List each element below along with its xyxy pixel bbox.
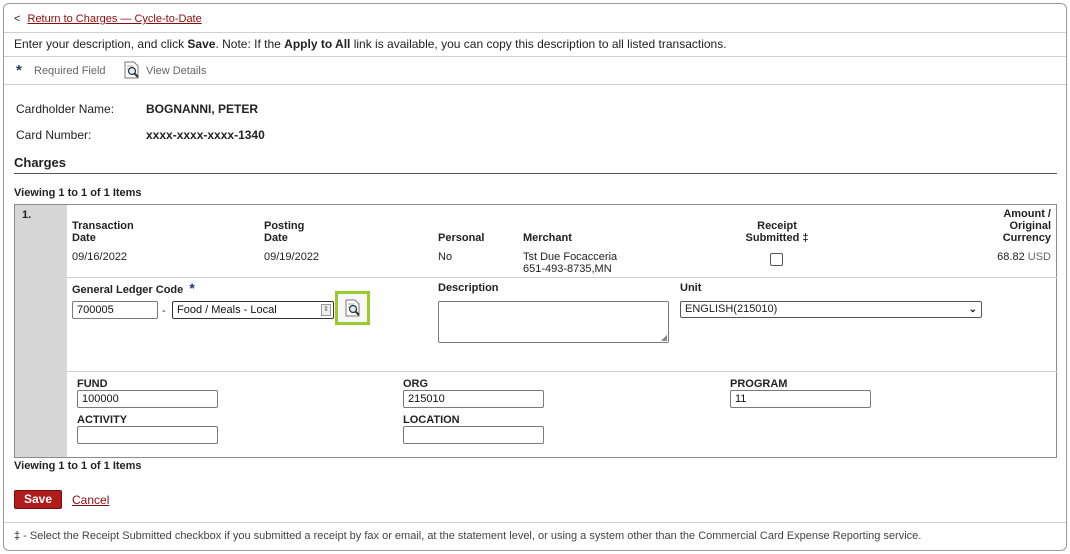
- magnifier-document-icon: [344, 299, 362, 320]
- resize-handle-icon: ◢: [660, 333, 667, 342]
- breadcrumb: [14, 13, 202, 25]
- transaction-date-value: 09/16/2022: [72, 251, 128, 263]
- cancel-link[interactable]: Cancel: [72, 493, 110, 507]
- fund-input[interactable]: 100000: [77, 390, 218, 408]
- divider: [4, 32, 1066, 33]
- divider: [4, 84, 1066, 85]
- personal-value: No: [438, 251, 453, 263]
- instructions-text: Enter your description, and click Save. Note: If the Apply to All link is available, you can copy this description to all listed transactions.: [14, 37, 727, 51]
- header-merchant: Merchant: [523, 232, 572, 244]
- footnote: ‡ - Select the Receipt Submitted checkbox if you submitted a receipt by fax or email, at the statement level, or using a system other than the Commercial Card Expense Reporting service.: [14, 530, 922, 542]
- location-input[interactable]: [403, 426, 544, 444]
- org-label: ORG: [403, 378, 429, 390]
- card-number-value: xxxx-xxxx-xxxx-1340: [146, 128, 265, 142]
- divider: [67, 277, 1057, 278]
- view-details-label: View Details: [146, 65, 207, 77]
- chevron-down-icon: ⌄: [968, 304, 977, 315]
- header-amount: Amount / Original Currency: [1002, 208, 1051, 244]
- header-personal: Personal: [438, 232, 485, 244]
- merchant-value: Tst Due Focacceria 651-493-8735,MN: [523, 251, 618, 275]
- row-number: 1.: [22, 209, 32, 221]
- charges-table: [14, 204, 1057, 458]
- activity-label: ACTIVITY: [77, 414, 128, 426]
- org-input[interactable]: 215010: [403, 390, 544, 408]
- gl-lookup-button[interactable]: [335, 291, 370, 325]
- receipt-submitted-checkbox[interactable]: [770, 253, 783, 266]
- location-label: LOCATION: [403, 414, 460, 426]
- fund-label: FUND: [77, 378, 108, 390]
- header-transaction-date: Transaction Date: [72, 220, 134, 244]
- view-details-icon: [123, 61, 141, 82]
- charges-heading-rule: [14, 173, 1057, 174]
- divider: [4, 56, 1066, 57]
- charges-heading: Charges: [14, 155, 67, 170]
- posting-date-value: 09/19/2022: [264, 251, 320, 263]
- description-textarea[interactable]: [438, 301, 669, 343]
- cardholder-name-value: BOGNANNI, PETER: [146, 102, 259, 116]
- header-posting-date: Posting Date: [264, 220, 305, 244]
- header-receipt-submitted: Receipt Submitted ‡: [745, 220, 809, 244]
- gl-code-input[interactable]: 700005: [72, 301, 158, 319]
- program-label: PROGRAM: [730, 378, 788, 390]
- divider: [67, 371, 1057, 372]
- card-number-label: Card Number:: [16, 128, 92, 142]
- amount-value: 68.82 USD: [997, 251, 1051, 263]
- viewing-count-bottom: Viewing 1 to 1 of 1 Items: [14, 460, 142, 472]
- row-number-column: [15, 205, 67, 457]
- cardholder-name-label: Cardholder Name:: [16, 102, 115, 116]
- required-star-icon: *: [189, 280, 195, 296]
- required-field-label: Required Field: [34, 65, 106, 77]
- gl-separator: -: [162, 305, 166, 317]
- activity-input[interactable]: [77, 426, 218, 444]
- return-to-charges-link[interactable]: Return to Charges — Cycle-to-Date: [27, 13, 202, 25]
- unit-select[interactable]: ENGLISH(215010) ⌄: [680, 301, 982, 318]
- gl-name-input[interactable]: Food / Meals - Local ⇕: [172, 301, 334, 319]
- divider: [4, 522, 1066, 523]
- viewing-count-top: Viewing 1 to 1 of 1 Items: [14, 187, 142, 199]
- unit-label: Unit: [680, 282, 702, 294]
- required-star-icon: *: [16, 62, 22, 79]
- program-input[interactable]: 11: [730, 390, 871, 408]
- description-label: Description: [438, 282, 499, 294]
- spin-icon: ⇕: [321, 304, 331, 316]
- gl-code-label: General Ledger Code *: [72, 280, 195, 296]
- save-button[interactable]: Save: [14, 490, 62, 509]
- back-arrow-icon: <: [14, 13, 21, 25]
